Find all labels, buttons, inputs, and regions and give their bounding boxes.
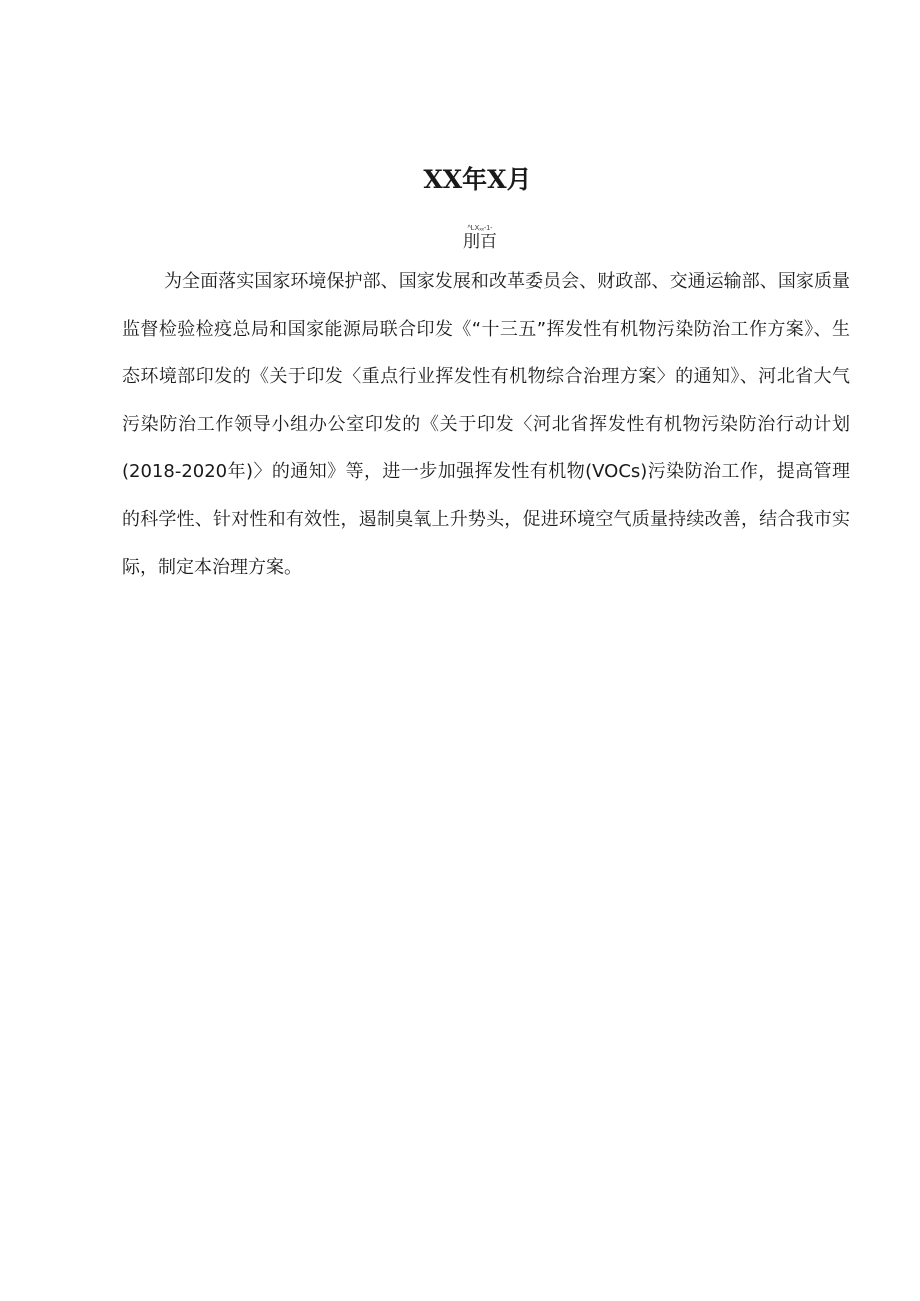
document-title: XX年X月	[423, 165, 532, 194]
body-paragraph: 为全面落实国家环境保护部、国家发展和改革委员会、财政部、交通运输部、国家质量监督检验检疫总局和国家能源局联合印发《“十三五”挥发性有机物污染防治工作方案》、生态环境部印发的《关于印发〈重点行业挥发性有机物综合治理方案〉的通知》、河北省大气污染防治工作领导小组办公室印发的《关于印发〈河北省挥发性有机物污染防治行动计划(2018-2020年)〉的通知》等，进一步加强挥发性有机物(VOCs)污染防治工作，提高管理的科学性、针对性和有效性，遏制臭氧上升势头，促进环境空气质量持续改善，结合我市实际，制定本治理方案。	[122, 271, 850, 578]
page-marker: ^LXₓₓ-1-	[467, 225, 493, 232]
section-heading: 刖百	[463, 232, 497, 252]
